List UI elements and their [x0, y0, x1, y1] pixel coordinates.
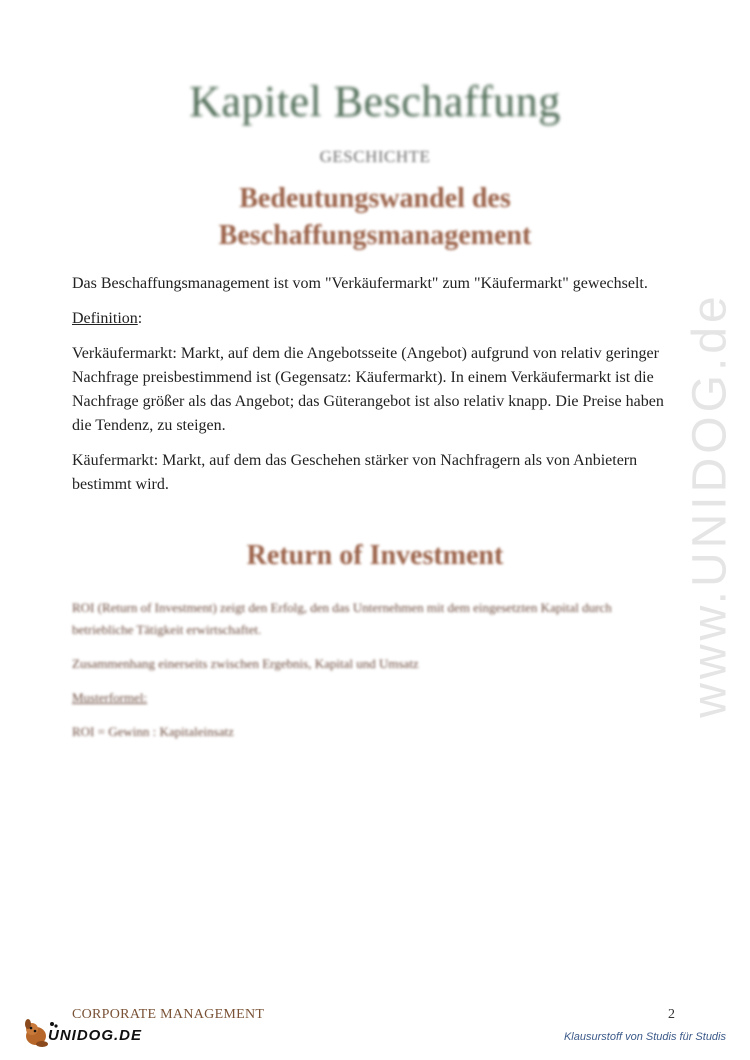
- roi-heading: Return of Investment: [246, 540, 504, 571]
- verkaeufermarkt-paragraph: Verkäufermarkt: Markt, auf dem die Angebotsseite (Angebot) aufgrund von relativ geringer Nachfrage preisbestimmend ist (Gegensatz: Käufermarkt). In einem Verkäufermarkt ist die Nachfrage größer als das Angebot; das Güterangebot ist also relativ knapp. Die Preise haben die Tendenz, zu steigen.: [72, 345, 664, 434]
- definition-line: [72, 307, 672, 331]
- definition-colon: :: [137, 310, 143, 327]
- section-heading: Bedeutungswandel des Beschaffungsmanagement: [218, 183, 532, 251]
- main-content: [72, 272, 672, 508]
- roi-relation: Zusammenhang einerseits zwischen Ergebnis, Kapital und Umsatz: [72, 656, 419, 671]
- roi-formula: ROI = Gewinn : Kapitaleinsatz: [72, 724, 234, 739]
- roi-content: [72, 597, 632, 755]
- page-number: 2: [668, 1007, 675, 1022]
- intro-paragraph: Das Beschaffungsmanagement ist vom "Verkäufermarkt" zum "Käufermarkt" gewechselt.: [72, 275, 648, 292]
- footer-tagline: Klausurstoff von Studis für Studis: [563, 1031, 726, 1043]
- definition-label: Definition: [72, 310, 138, 327]
- logo-text[interactable]: UNIDOG.DE: [48, 1027, 143, 1044]
- roi-formula-label: Musterformel:: [72, 690, 148, 705]
- kaeufermarkt-paragraph: Käufermarkt: Markt, auf dem das Geschehen stärker von Nachfragern als von Anbietern bestimmt wird.: [72, 452, 638, 493]
- roi-paragraph: ROI (Return of Investment) zeigt den Erfolg, den das Unternehmen mit dem eingesetzten Kapital durch betriebliche Tätigkeit erwirtschaftet.: [72, 600, 612, 637]
- section-kicker: GESCHICHTE: [319, 147, 431, 166]
- footer-section-title: CORPORATE MANAGEMENT: [72, 1007, 265, 1022]
- page-title: Kapitel Beschaffung: [189, 77, 561, 126]
- watermark: www.UNIDOG.de: [683, 292, 737, 718]
